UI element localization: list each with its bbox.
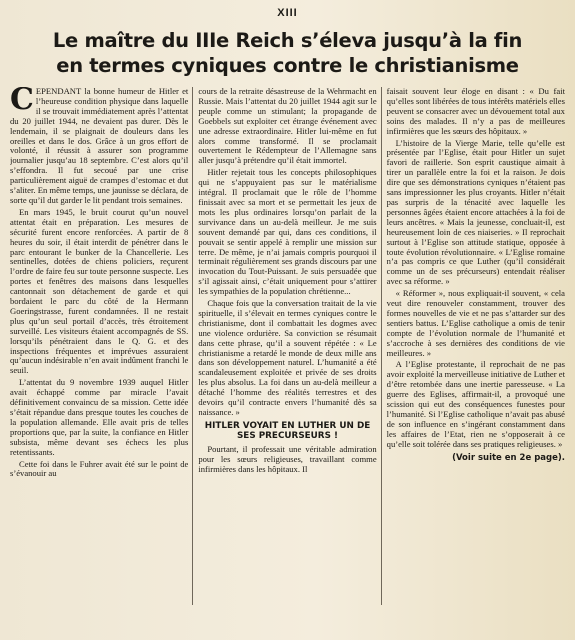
paragraph: L’histoire de la Vierge Marie, telle qu’elle est présentée par l’Eglise, était pour Hitler un sujet favori de raillerie. Son esprit caustique aimait à tirer un parallèle entre la foi et la raison. Je dois dire que ses démonstrations cyniques n’étaient pas sans impressionner les plus croyants. Hitler n’était pas surpris de la ténacité avec laquelle les personnes âgées étaient encore attachées à la foi de leurs ancêtres. « Mais la jeunesse, concluait-il, est heureusement loin de ces niaiseries. » Il reprochait surtout à l’Eglise son attitude statique, opposée à toute évolution révolutionnaire. « L’Eglise romaine n’a pas compris ce que Luther (qu’il considérait comme un de ses précurseurs) entendait réaliser avec sa réforme. » [386, 137, 565, 287]
headline [10, 28, 565, 78]
paragraph: faisait souvent leur éloge en disant : « Du fait qu’elles sont libérées de tous intérêts matériels elles peuvent se consacrer avec un dévouement total aux soins des malades. Il n’y a pas de meilleures infirmières que les sœurs des hôpitaux. » [386, 87, 565, 136]
column-1 [10, 87, 188, 605]
paragraph: cours de la retraite désastreuse de la Wehrmacht en Russie. Mais l’attentat du 20 juillet 1944 agit sur le peuple comme un stimulant; la propagande de Goebbels sut exploiter cet étrange événement avec une adresse extraordinaire. Hitler lui-même en fut alors comme transformé. Il se proclamait ouvertement le Rédempteur de l’Allemagne sans aller jusqu’à prétendre qu’il était immortel. [198, 87, 377, 166]
paragraph-text: EPENDANT la bonne humeur de Hitler et l’heureuse condition physique dans laquelle il se trouvait immédiatement après l’attentat du 20 juillet 1944, ne devaient pas durer. Dès le lendemain, il se plaignait de douleurs dans les oreilles et dans le dos. Grâce à un gros effort de volonté, il réussit à assurer son programme journalier jusqu’au 18 septembre. C’est alors qu’il s’effondra. Il fut secoué par une crise particulièrement aiguë de crampes d’estomac et dut s’aliter. En même temps, une jaunisse se déclara, de sorte qu’il dut garder le lit pendant trois semaines. [10, 87, 189, 205]
paragraph: Hitler rejetait tous les concepts philosophiques qui ne s’appuyaient pas sur le matérialisme intégral. Il proclamait que le rôle de l’homme finissait avec sa mort et se permettait les jeux de mots les plus ordinaires lorsqu’on parlait de la survivance dans un au-delà meilleur. Je me suis souvent demandé par qui, dans ces conditions, il pouvait se sentir appelé à remplir une mission sur terre. De même, je n’ai jamais compris pourquoi il terminait régulièrement ses grands discours par une invocation du Tout-Puissant. Je suis persuadée que s’il agissait ainsi, c’était uniquement pour s’attirer les sympathies de la population chrétienne... [198, 167, 377, 297]
paragraph: En mars 1945, le bruit courut qu’un nouvel attentat était en préparation. Les mesures de sécurité furent encore renforcées. A partir de 8 heures du soir, il était interdit de pénétrer dans le parc entourant le bunker de la Chancellerie. Les sentinelles, dotées de chiens policiers, reçurent l’ordre de faire feu sur toute personne suspecte. Les portes et fenêtres des maisons dans lesquelles cantonnait son détachement de garde et qui bordaient le parc du côté de la Hermann Goeringstrasse, furent condamnées. Il ne restait plus qu’un seul portail d’accès, très étroitement surveillé. Les visiteurs étaient accompagnés de SS. lorsqu’ils pénétraient dans le Q. G. et des inspections fréquentes et imprévues assuraient qu’aucun indésirable n’en avait indûment franchi le seuil. [10, 206, 189, 376]
paragraph: « Réformer », nous expliquait-il souvent, « cela veut dire renouveler constamment, trouver des formes nouvelles de vie et ne pas s’attarder sur des sentiers battus. L’Eglise catholique a omis de tenir compte de l’évolution normale de l’humanité et s’accroche à ses dernières des conditions de vie meilleures. » [386, 288, 565, 358]
paragraph: Pourtant, il professait une véritable admiration pour les sœurs religieuses, travaillant comme infirmières dans les hôpitaux. Il [198, 443, 377, 474]
paragraph: L’attentat du 9 novembre 1939 auquel Hitler avait échappé comme par miracle l’avait définitivement convaincu de sa mission. Cette idée s’était répandue dans presque toutes les couches de la population allemande. Elle avait pris de telles proportions que, par la suite, la confiance en Hitler subsista, même devant ses échecs les plus retentissants. [10, 377, 189, 457]
section-subhead: HITLER VOYAIT EN LUTHER UN DE SES PRECURSEURS ! [204, 420, 371, 442]
column-2 [198, 87, 376, 605]
paragraph: Chaque fois que la conversation traitait de la vie spirituelle, il s’élevait en termes cyniques contre le christianisme, dont il combattait les dogmes avec une violence ordurière. Sa conviction se résumait dans cette phrase, qu’il a souvent répétée : « Le christianisme a retardé le monde de deux mille ans dans son développement naturel. L’humanité a été scandaleusement exploitée et privée de ses droits les plus absolus. La foi dans un au-delà meilleur a détaché l’homme des réalités terrestres et des devoirs qu’il contracte envers l’humanité dès sa naissance. » [198, 298, 377, 417]
paragraph [10, 87, 188, 206]
column-3 [387, 87, 565, 605]
paragraph: A l’Eglise protestante, il reprochait de ne pas avoir exploité la merveilleuse initiative de Luther et d’être retombée dans une inertie paresseuse. « La guerre des Eglises, affirmait-il, a provoqué une scission qui eut des conséquences funestes pour l’humanité. Si l’Eglise catholique n’avait pas abusé de son influence en s’ingérant constamment dans les affaires de l’Etat, rien ne s’opposerait à ce qu’elle soit tolérée dans ses pratiques religieuses. » [386, 359, 565, 449]
headline-line-2: en termes cyniques contre le christianisme [56, 54, 519, 77]
page-number: XIII [277, 7, 298, 19]
continued-note: (Voir suite en 2e page). [452, 452, 565, 463]
article-columns [10, 87, 565, 605]
headline-line-1: Le maître du IIIe Reich s’éleva jusqu’à la fin [52, 29, 523, 52]
paragraph: Cette foi dans le Fuhrer avait été sur le point de s’évanouir au [10, 458, 189, 479]
drop-cap: C [10, 87, 34, 117]
